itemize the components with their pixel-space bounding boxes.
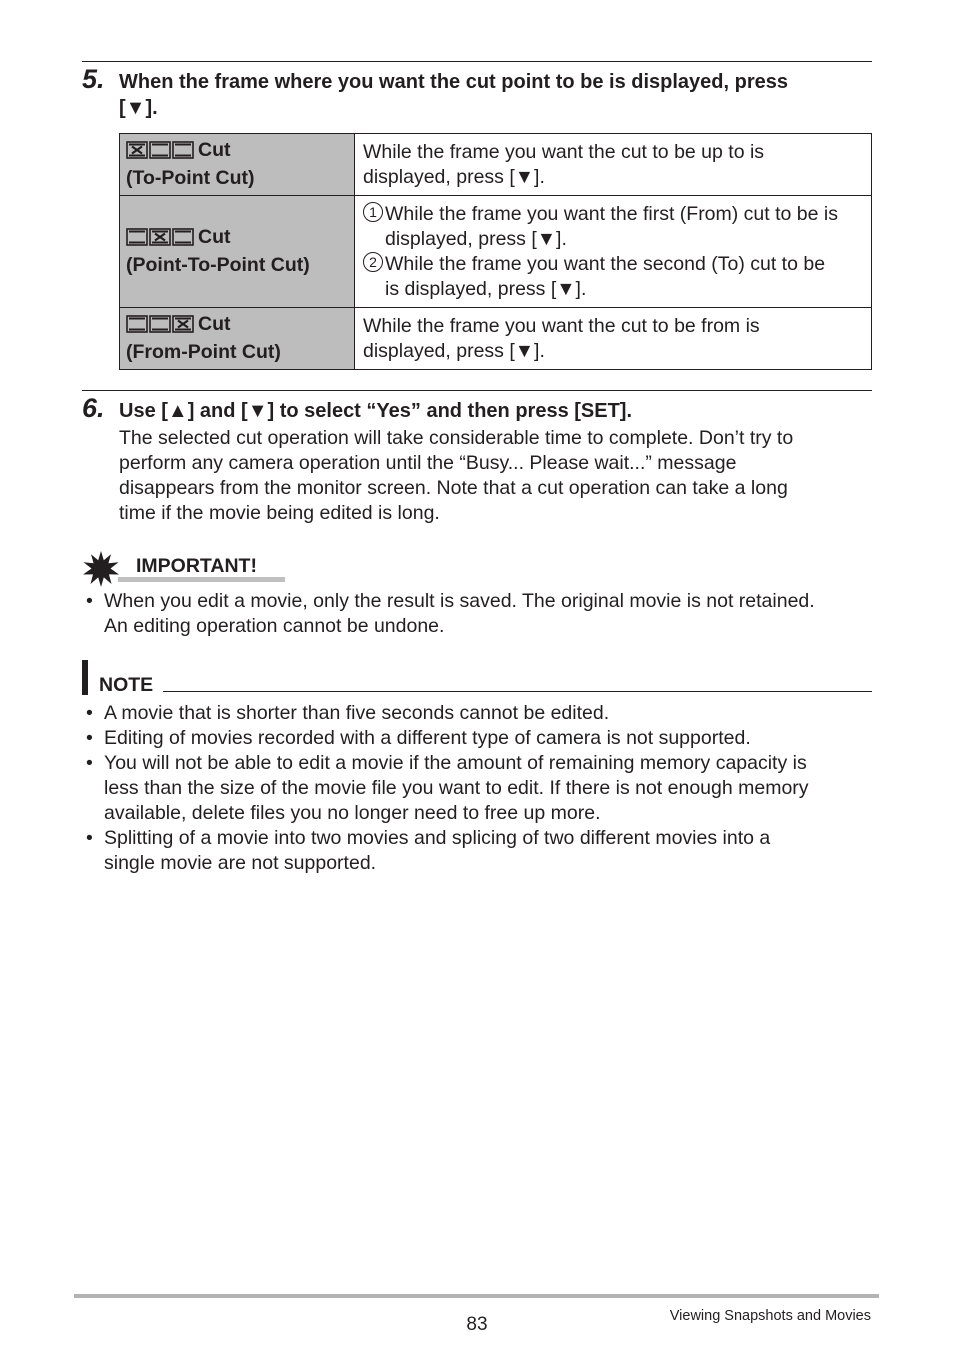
bullet: • bbox=[86, 827, 93, 849]
bullet: • bbox=[86, 727, 93, 749]
desc-line: While the frame you want the first (From) cut to be is bbox=[385, 202, 838, 225]
step5-title bbox=[119, 69, 879, 121]
body-line: The selected cut operation will take considerable time to complete. Don’t try to bbox=[119, 427, 794, 449]
from-point-cut-description bbox=[355, 308, 872, 370]
item-line: You will not be able to edit a movie if the amount of remaining memory capacity is bbox=[104, 752, 807, 774]
item-line: A movie that is shorter than five seconds cannot be edited. bbox=[104, 702, 610, 724]
to-point-cut-label-line1: Cut bbox=[198, 139, 231, 161]
item-line: An editing operation cannot be undone. bbox=[104, 615, 445, 637]
important-underline bbox=[118, 577, 285, 582]
cut-mode-table bbox=[119, 133, 872, 370]
desc-line: While the frame you want the cut to be from is bbox=[363, 314, 760, 337]
to-point-cut-label bbox=[120, 134, 355, 196]
point-to-point-cut-description bbox=[355, 196, 872, 308]
point-to-point-cut-label-line2: (Point-To-Point Cut) bbox=[126, 254, 310, 276]
step5-top-rule bbox=[82, 61, 872, 62]
item-line: Splitting of a movie into two movies and splicing of two different movies into a bbox=[104, 827, 771, 849]
desc-line: While the frame you want the cut to be up to is bbox=[363, 140, 765, 163]
from-point-cut-label-line1: Cut bbox=[198, 313, 231, 335]
desc-line: displayed, press [▼]. bbox=[385, 227, 567, 250]
desc-line: While the frame you want the second (To) cut to be bbox=[385, 252, 826, 275]
bullet: • bbox=[86, 590, 93, 612]
desc-line: displayed, press [▼]. bbox=[363, 339, 545, 362]
important-burst-icon bbox=[82, 551, 120, 592]
step6-top-rule bbox=[82, 390, 872, 391]
note-rule bbox=[163, 691, 872, 692]
item-line: single movie are not supported. bbox=[104, 852, 377, 874]
note-heading: NOTE bbox=[99, 674, 154, 696]
item-line: When you edit a movie, only the result is saved. The original movie is not retained. bbox=[104, 590, 815, 612]
list-item bbox=[82, 701, 872, 726]
important-heading: IMPORTANT! bbox=[136, 555, 257, 577]
body-line: perform any camera operation until the “Busy... Please wait...” message bbox=[119, 452, 737, 474]
footer-rule bbox=[74, 1294, 879, 1298]
step5-title-line1: When the frame where you want the cut point to be is displayed, press bbox=[119, 71, 789, 93]
bullet: • bbox=[86, 752, 93, 774]
desc-line: is displayed, press [▼]. bbox=[385, 277, 587, 300]
item-line: less than the size of the movie file you want to edit. If there is not enough memory bbox=[104, 777, 809, 799]
desc-line: displayed, press [▼]. bbox=[363, 165, 545, 188]
to-point-cut-icon bbox=[126, 141, 194, 166]
from-point-cut-label-line2: (From-Point Cut) bbox=[126, 341, 281, 363]
circled-number-2: 2 bbox=[363, 252, 383, 272]
list-item bbox=[82, 826, 872, 876]
from-point-cut-icon bbox=[126, 315, 194, 340]
table-row bbox=[120, 196, 872, 308]
list-item bbox=[82, 589, 872, 639]
circled-number-1: 1 bbox=[363, 202, 383, 222]
step5-number: 5. bbox=[82, 64, 105, 94]
to-point-cut-label-line2: (To-Point Cut) bbox=[126, 167, 255, 189]
to-point-cut-description bbox=[355, 134, 872, 196]
footer-section-title: Viewing Snapshots and Movies bbox=[669, 1308, 871, 1324]
from-point-cut-label bbox=[120, 308, 355, 370]
body-line: disappears from the monitor screen. Note that a cut operation can take a long bbox=[119, 477, 788, 499]
table-row bbox=[120, 308, 872, 370]
point-to-point-cut-label bbox=[120, 196, 355, 308]
sub-step-2 bbox=[363, 252, 863, 302]
step6-title: Use [▲] and [▼] to select “Yes” and then press [SET]. bbox=[119, 400, 633, 422]
point-to-point-cut-icon bbox=[126, 228, 194, 253]
bullet: • bbox=[86, 702, 93, 724]
list-item bbox=[82, 751, 872, 826]
note-bar-icon bbox=[82, 660, 88, 695]
table-row bbox=[120, 134, 872, 196]
page-number: 83 bbox=[466, 1314, 488, 1335]
point-to-point-cut-label-line1: Cut bbox=[198, 226, 231, 248]
step5-title-line2: [▼]. bbox=[119, 97, 158, 119]
list-item bbox=[82, 726, 872, 751]
sub-step-1 bbox=[363, 202, 863, 252]
step6-body bbox=[119, 426, 879, 526]
important-list bbox=[82, 589, 872, 639]
body-line: time if the movie being edited is long. bbox=[119, 502, 440, 524]
item-line: available, delete files you no longer need to free up more. bbox=[104, 802, 601, 824]
step6-number: 6. bbox=[82, 393, 105, 423]
note-list bbox=[82, 701, 872, 876]
item-line: Editing of movies recorded with a different type of camera is not supported. bbox=[104, 727, 751, 749]
